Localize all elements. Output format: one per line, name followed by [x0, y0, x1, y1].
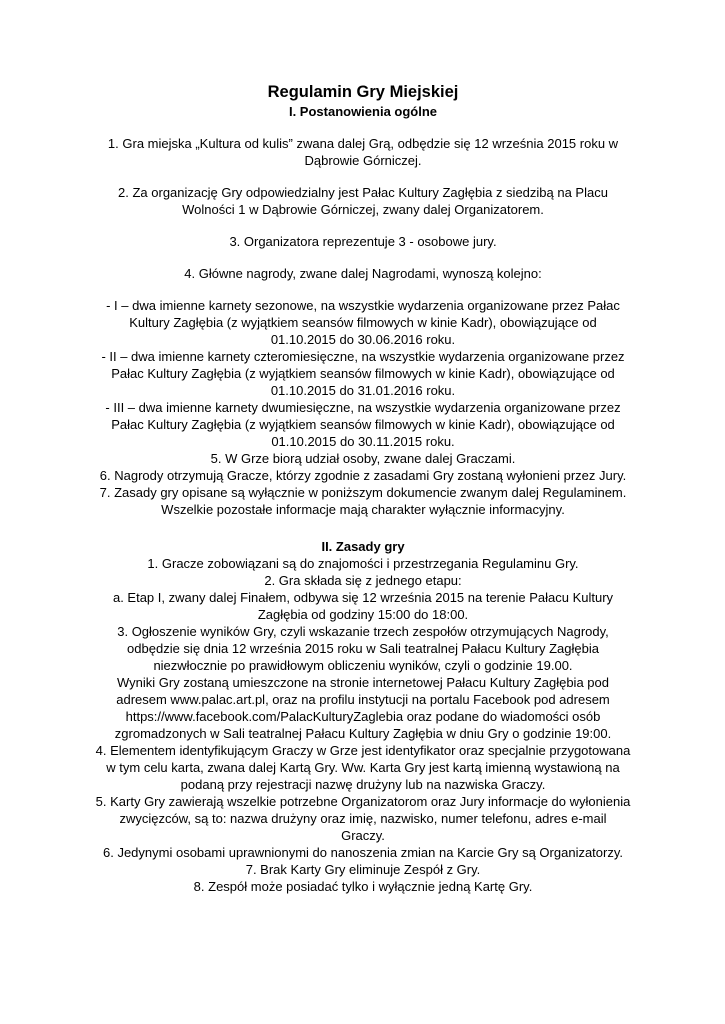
text-line: 3. Organizatora reprezentuje 3 - osobowe jury. [229, 234, 497, 249]
text-line: podaną przy rejestracji nazwę drużyny lub na nazwiska Graczy. [180, 777, 546, 792]
text-line: Kultury Zagłębia (z wyjątkiem seansów filmowych w kinie Kadr), obowiązujące od [129, 315, 597, 330]
text-line: Wolności 1 w Dąbrowie Górniczej, zwany dalej Organizatorem. [182, 202, 544, 217]
text-line: 2. Za organizację Gry odpowiedzialny jest Pałac Kultury Zagłębia z siedzibą na Placu [118, 185, 608, 200]
text-line: 6. Nagrody otrzymują Gracze, którzy zgodnie z zasadami Gry zostaną wyłonieni przez Jury. [99, 468, 627, 483]
section-1-paragraph-2 [88, 184, 638, 218]
text-line: 4. Elementem identyfikującym Graczy w Grze jest identyfikator oraz specjalnie przygotowana [95, 743, 631, 758]
section-1-paragraph-4 [88, 265, 638, 282]
text-line: 01.10.2015 do 30.06.2016 roku. [270, 332, 456, 347]
text-line: odbędzie się dnia 12 września 2015 roku w Sali teatralnej Pałacu Kultury Zagłębia [127, 641, 599, 656]
text-line: Zagłębia od godziny 15:00 do 18:00. [257, 607, 469, 622]
text-line: zwycięzców, są to: nazwa drużyny oraz imię, nazwisko, numer telefonu, adres e-mail [119, 811, 607, 826]
document-title: Regulamin Gry Miejskiej [267, 83, 459, 101]
text-line: niezwłocznie po prawidłowym obliczeniu wyników, czyli o godzinie 19.00. [153, 658, 573, 673]
text-line: a. Etap I, zwany dalej Finałem, odbywa się 12 września 2015 na terenie Pałacu Kultury [112, 590, 614, 605]
text-line: Dąbrowie Górniczej. [304, 153, 422, 168]
text-line: Wszelkie pozostałe informacje mają charakter wyłącznie informacyjny. [161, 502, 565, 517]
section-1-heading: I. Postanowienia ogólne [288, 104, 438, 119]
text-line: 3. Ogłoszenie wyników Gry, czyli wskazanie trzech zespołów otrzymujących Nagrody, [117, 624, 609, 639]
text-line: 7. Brak Karty Gry eliminuje Zespół z Gry. [245, 862, 481, 877]
text-line: 01.10.2015 do 31.01.2016 roku. [270, 383, 456, 398]
text-line: - II – dwa imienne karnety czteromiesięczne, na wszystkie wydarzenia organizowane przez [101, 349, 625, 364]
section-1-prizes-block [88, 297, 638, 518]
text-line: Graczy. [341, 828, 385, 843]
section-2-rules-block [88, 555, 638, 895]
text-line: Pałac Kultury Zagłębia (z wyjątkiem seansów filmowych w kinie Kadr), obowiązujące od [111, 417, 615, 432]
text-line: https://www.facebook.com/PalacKulturyZaglebia oraz podane do wiadomości osób [125, 709, 601, 724]
text-line: adresem www.palac.art.pl, oraz na profilu instytucji na portalu Facebook pod adresem [116, 692, 610, 707]
text-line: 8. Zespół może posiadać tylko i wyłącznie jedną Kartę Gry. [193, 879, 533, 894]
text-line: - I – dwa imienne karnety sezonowe, na wszystkie wydarzenia organizowane przez Pałac [106, 298, 620, 313]
text-line: 1. Gracze zobowiązani są do znajomości i przestrzegania Regulaminu Gry. [147, 556, 579, 571]
text-line: zgromadzonych w Sali teatralnej Pałacu Kultury Zagłębia w dniu Gry o godzinie 19:00. [114, 726, 612, 741]
section-1-paragraph-3 [88, 233, 638, 250]
text-line: 6. Jedynymi osobami uprawnionymi do nanoszenia zmian na Karcie Gry są Organizatorzy. [103, 845, 623, 860]
text-line: 5. W Grze biorą udział osoby, zwane dalej Graczami. [210, 451, 516, 466]
text-line: 01.10.2015 do 30.11.2015 roku. [271, 434, 455, 449]
document-body [88, 82, 638, 895]
text-line: - III – dwa imienne karnety dwumiesięczne, na wszystkie wydarzenia organizowane przez [105, 400, 621, 415]
text-line: Pałac Kultury Zagłębia (z wyjątkiem seansów filmowych w kinie Kadr), obowiązujące od [111, 366, 615, 381]
section-2-heading: II. Zasady gry [321, 539, 405, 554]
text-line: 5. Karty Gry zawierają wszelkie potrzebne Organizatorom oraz Jury informacje do wyłonienia [95, 794, 631, 809]
text-line: 7. Zasady gry opisane są wyłącznie w poniższym dokumencie zwanym dalej Regulaminem. [99, 485, 627, 500]
section-1-paragraph-1 [88, 135, 638, 169]
text-line: Wyniki Gry zostaną umieszczone na stronie internetowej Pałacu Kultury Zagłębia pod [117, 675, 609, 690]
text-line: w tym celu karta, zwana dalej Kartą Gry. Ww. Karta Gry jest kartą imienną wystawioną na [106, 760, 620, 775]
text-line: 2. Gra składa się z jednego etapu: [264, 573, 462, 588]
text-line: 1. Gra miejska „Kultura od kulis” zwana dalej Grą, odbędzie się 12 września 2015 roku w [107, 136, 619, 151]
text-line: 4. Główne nagrody, zwane dalej Nagrodami, wynoszą kolejno: [184, 266, 542, 281]
